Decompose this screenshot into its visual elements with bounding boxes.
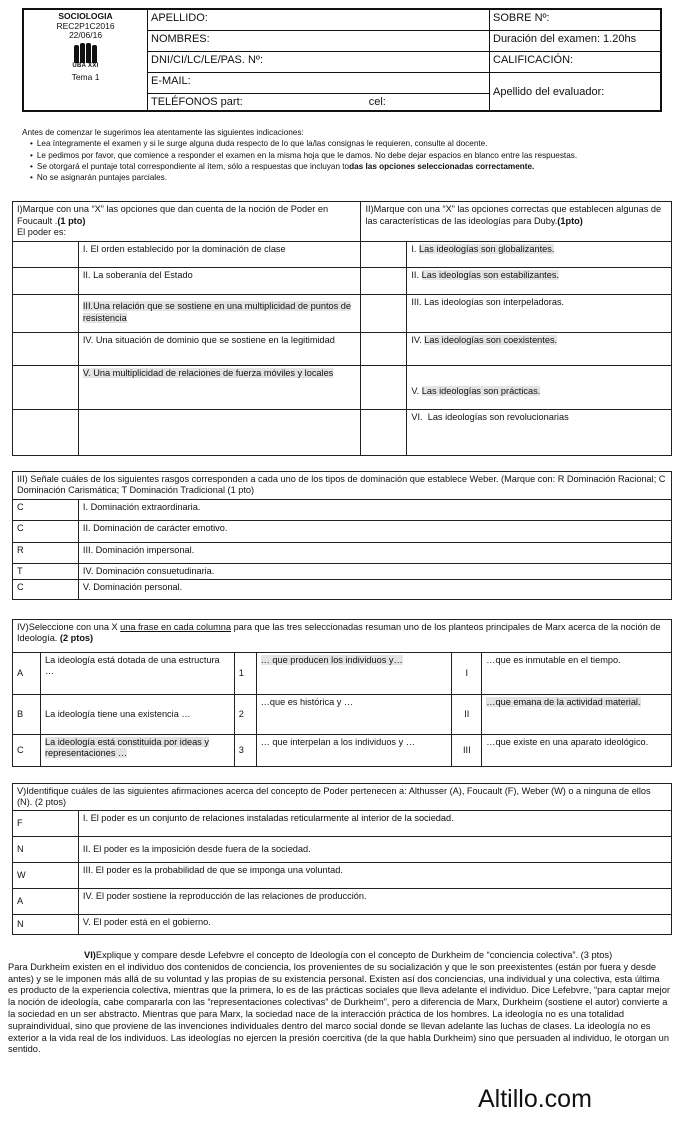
duracion-label: Duración del examen: 1.20hs	[490, 31, 660, 52]
s4-right-phrase: …que existe en una aparato ideológico.	[482, 735, 672, 767]
email-field[interactable]: E-MAIL:	[148, 73, 489, 94]
instruction-item: • Le pedimos por favor, que comience a responder el examen en la misma hoja que le damos. No debe dejar espacios en blanco entre las respuestas.	[30, 150, 662, 161]
s5-item: II. El poder es la imposición desde fuera de la sociedad.	[78, 837, 671, 863]
option-roman[interactable]: III	[452, 735, 482, 767]
header-course-info	[24, 10, 148, 110]
section-6-answer: Para Durkheim existen en el individuo dos contenidos de conciencia, los provenientes de su socialización y que le son preexistentes (están por fuera y desde antes) y se le imponen más allá de su voluntad y las propias de su existencia personal. Existen así dos conciencias, una individual y una colectiva, esta última es producto de la experiencia colectiva, mientras que la primera, lo es de las prácticas sociales que lleva adelante el individuo. Dice Lefebvre, “para captar mejor la noción de ideología, cabe compararla con las “representaciones colectivas” de Durkheim”, pero a diferencia de Marx, Durkheim (sostiene el autor) convierte a la sociedad en un ser abstracto. Mientras que para Marx, la sociedad nace de la interacción práctica de los hombres. La ideología no es una totalidad supraindividual, sino que proviene de las invenciones individuales dentro del marco social donde se llevan adelante las luchas de clases. La ideología no es exterior a la vida real de los individuos. Las ideologías no ejercen la presión coercitiva (de la que habla Durkheim) sino que persuaden al individuo, le otorgan un sentido.	[8, 961, 670, 1055]
subject-name: SOCIOLOGIA	[58, 11, 113, 21]
uba-xxi-logo	[66, 43, 106, 73]
section-4-table	[12, 619, 672, 767]
altillo-watermark: Altillo.com	[478, 1085, 592, 1113]
student-fields	[148, 10, 490, 110]
exam-date: 22/06/16	[68, 30, 103, 41]
exam-header	[22, 8, 662, 112]
answer-cell[interactable]	[13, 333, 79, 366]
answer-cell[interactable]	[361, 333, 407, 366]
nombres-field[interactable]: NOMBRES:	[148, 31, 489, 52]
exam-tema: Tema 1	[71, 71, 100, 82]
answer-cell[interactable]	[13, 268, 79, 295]
s2-option: IV. Las ideologías son coexistentes.	[407, 333, 672, 366]
s1-option: IV. Una situación de dominio que se sostiene en la legitimidad	[78, 333, 361, 366]
s2-option: II. Las ideologías son estabilizantes.	[407, 268, 672, 295]
cel-label: cel:	[368, 96, 386, 108]
option-roman[interactable]: I	[452, 653, 482, 695]
s5-item: I. El poder es un conjunto de relaciones instaladas reticularmente al interior de la sociedad.	[78, 811, 671, 837]
instructions-list	[22, 138, 662, 183]
section-6-question: VI)Explique y compare desde Lefebvre el concepto de Ideología con el concepto de Durkheim de “conciencia colectiva”. (3 ptos)	[84, 950, 613, 960]
s5-item: V. El poder está en el gobierno.	[78, 915, 671, 935]
answer-cell[interactable]	[361, 295, 407, 333]
answer-cell[interactable]	[13, 410, 79, 456]
s4-mid-phrase: …que es histórica y …	[256, 695, 452, 735]
s2-option: VI. Las ideologías son revolucionarias	[407, 410, 672, 456]
option-number[interactable]: 3	[234, 735, 256, 767]
instruction-item: • No se asignarán puntajes parciales.	[30, 172, 662, 183]
s3-item: I. Dominación extraordinaria.	[78, 500, 671, 521]
answer-cell[interactable]	[13, 295, 79, 333]
answer-mark[interactable]: N	[13, 915, 79, 935]
s4-mid-phrase: … que interpelan a los individuos y …	[256, 735, 452, 767]
section-2-title: II)Marque con una “X” las opciones correctas que establecen algunas de las características de las ideologías para Duby.(1pto)	[361, 202, 672, 242]
s1-option: I. El orden establecido por la dominación de clase	[78, 242, 361, 268]
s1-option: III.Una relación que se sostiene en una multiplicidad de puntos de resistencia	[78, 295, 361, 333]
instructions-lead: Antes de comenzar le sugerimos lea atentamente las siguientes indicaciones:	[22, 128, 304, 137]
answer-cell[interactable]	[13, 242, 79, 268]
answer-cell[interactable]	[361, 242, 407, 268]
answer-mark[interactable]: N	[13, 837, 79, 863]
empty-cell	[78, 410, 361, 456]
s4-left-phrase: La ideología está constituida por ideas y representaciones …	[40, 735, 234, 767]
section-5-table	[12, 783, 672, 935]
s4-left-phrase: La ideología tiene una existencia …	[40, 695, 234, 735]
s5-item: IV. El poder sostiene la reproducción de las relaciones de producción.	[78, 889, 671, 915]
sobre-field[interactable]: SOBRE Nº:	[490, 10, 660, 31]
telefonos-field[interactable]	[148, 94, 489, 113]
instruction-item: • Lea íntegramente el examen y si le surge alguna duda respecto de lo que la/las consignas le requieren, consulte al docente.	[30, 138, 662, 149]
option-number[interactable]: 1	[234, 653, 256, 695]
option-letter[interactable]: A	[13, 653, 41, 695]
s3-item: IV. Dominación consuetudinaria.	[78, 564, 671, 580]
section-1-2-table	[12, 201, 672, 456]
answer-mark[interactable]: W	[13, 863, 79, 889]
section-5-title: V)Identifique cuáles de las siguientes afirmaciones acerca del concepto de Poder pertenecen a: Althusser (A), Foucault (F), Weber (W) o a ninguna de ellos (N). (2 ptos)	[13, 784, 672, 811]
answer-cell[interactable]	[13, 366, 79, 410]
calificacion-field[interactable]: CALIFICACIÓN:	[490, 52, 660, 73]
exam-admin-fields	[490, 10, 660, 110]
uba-logo-icon	[74, 43, 97, 63]
s2-option: V. Las ideologías son prácticas.	[407, 366, 672, 410]
s1-option: II. La soberanía del Estado	[78, 268, 361, 295]
telefonos-label: TELÉFONOS part:	[151, 96, 243, 108]
s3-item: II. Dominación de carácter emotivo.	[78, 521, 671, 543]
evaluador-label: Apellido del evaluador:	[493, 85, 605, 98]
s2-option: III. Las ideologías son interpeladoras.	[407, 295, 672, 333]
s4-left-phrase: La ideología está dotada de una estructura …	[40, 653, 234, 695]
answer-mark[interactable]: R	[13, 543, 79, 564]
option-number[interactable]: 2	[234, 695, 256, 735]
answer-mark[interactable]: T	[13, 564, 79, 580]
answer-mark[interactable]: F	[13, 811, 79, 837]
option-letter[interactable]: B	[13, 695, 41, 735]
answer-cell[interactable]	[361, 410, 407, 456]
s4-mid-phrase: … que producen los individuos y…	[256, 653, 452, 695]
logo-text: UBA XXI	[72, 62, 99, 69]
section-4-title: IV)Seleccione con una X una frase en cada columna para que las tres seleccionadas resuman uno de los planteos principales de Marx acerca de la noción de Ideología. (2 ptos)	[13, 620, 672, 653]
answer-mark[interactable]: A	[13, 889, 79, 915]
s3-item: V. Dominación personal.	[78, 580, 671, 600]
s4-right-phrase: …que es inmutable en el tiempo.	[482, 653, 672, 695]
section-6	[8, 950, 670, 1056]
exam-code: REC2P1C2016	[56, 20, 115, 31]
answer-mark[interactable]: C	[13, 521, 79, 543]
section-1-title: I)Marque con una “X” las opciones que dan cuenta de la noción de Poder en Foucault .(1 pto) El poder es:	[13, 202, 361, 242]
answer-mark[interactable]: C	[13, 500, 79, 521]
option-roman[interactable]: II	[452, 695, 482, 735]
s4-right-phrase: …que emana de la actividad material.	[482, 695, 672, 735]
answer-cell[interactable]	[361, 366, 407, 410]
option-letter[interactable]: C	[13, 735, 41, 767]
s5-item: III. El poder es la probabilidad de que se imponga una voluntad.	[78, 863, 671, 889]
s3-item: III. Dominación impersonal.	[78, 543, 671, 564]
apellido-field[interactable]: APELLIDO:	[148, 10, 489, 31]
section-3-table	[12, 471, 672, 600]
documento-field[interactable]: DNI/CI/LC/LE/PAS. Nº:	[148, 52, 489, 73]
section-3-title: III) Señale cuáles de los siguientes rasgos corresponden a cada uno de los tipos de dominación que establece Weber. (Marque con: R Dominación Racional; C Dominación Carismática; T Dominación Tradicional (1 pto)	[13, 472, 672, 500]
instruction-item: • Se otorgará el puntaje total correspondiente al ítem, sólo a respuestas que incluyan todas las opciones seleccionadas correctamente.	[30, 161, 662, 172]
s1-option: V. Una multiplicidad de relaciones de fuerza móviles y locales	[78, 366, 361, 410]
s2-option: I. Las ideologías son globalizantes.	[407, 242, 672, 268]
evaluador-field[interactable]	[490, 73, 660, 110]
answer-mark[interactable]: C	[13, 580, 79, 600]
answer-cell[interactable]	[361, 268, 407, 295]
instructions	[22, 127, 662, 184]
